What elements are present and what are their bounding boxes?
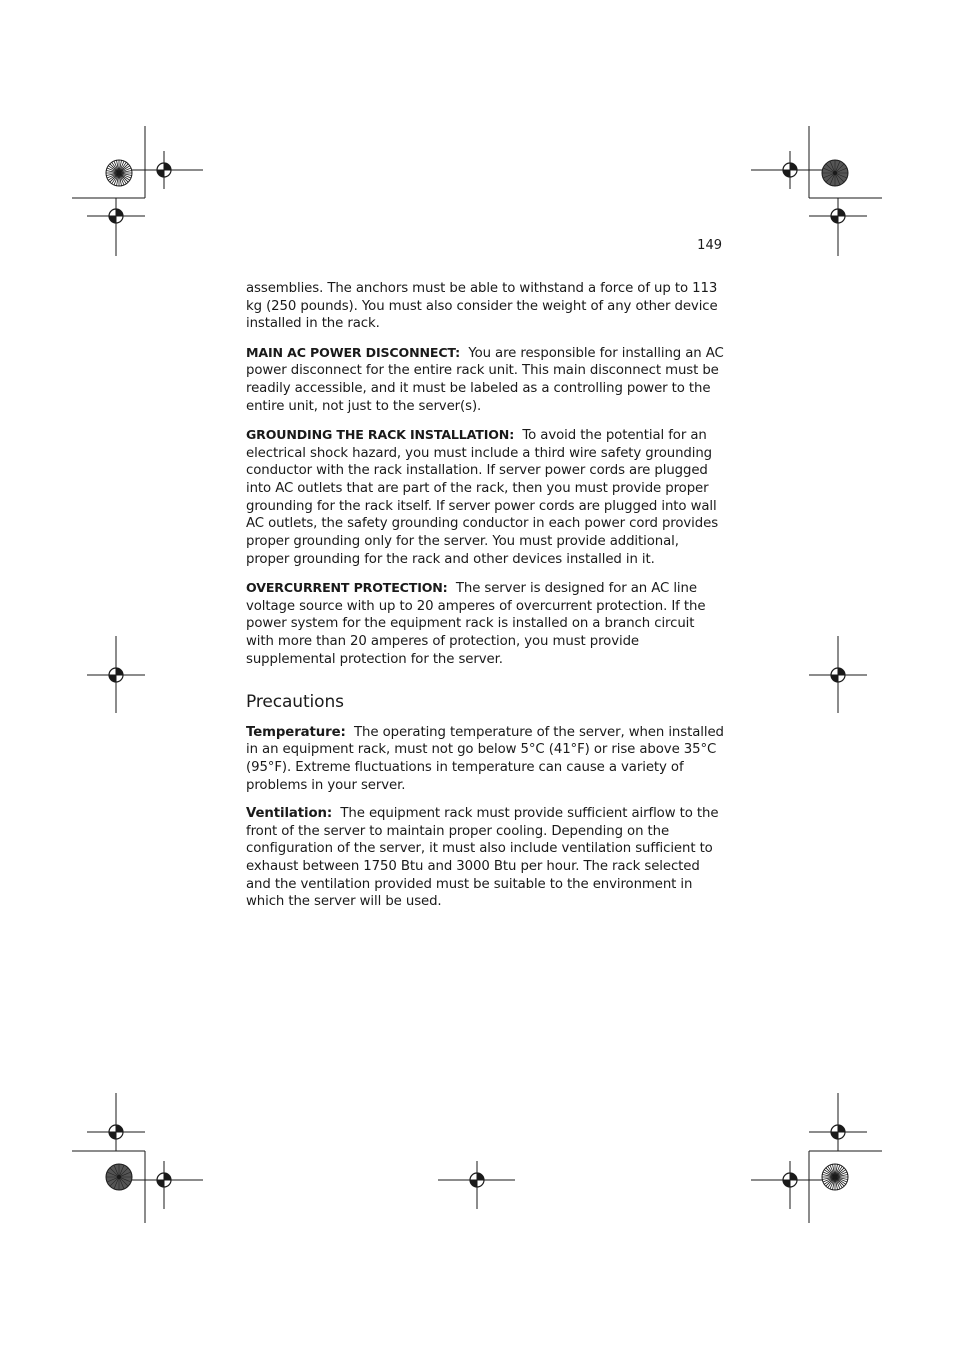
section-heading: Precautions [246, 691, 344, 712]
registration-mark-icon [783, 163, 797, 177]
color-wheel-icon [106, 1164, 132, 1190]
color-wheel-icon [106, 160, 132, 186]
registration-mark-icon [470, 1173, 484, 1187]
registration-mark-icon [109, 209, 123, 223]
color-wheel-icon [822, 160, 848, 186]
paragraph-text: assemblies. The anchors must be able to withstand a force of up to 113 kg (250 pounds). You must also consider the weight of any other device installed in the rack. [246, 281, 718, 332]
paragraph-lead: OVERCURRENT PROTECTION: [246, 580, 448, 596]
paragraph-anchors [246, 280, 724, 333]
paragraph-text: The operating temperature of the server, when installed in an equipment rack, must not go below 5°C (41°F) or rise above 35°C (95°F). Extreme fluctuations in temperature can cause a variety of problems in your server. [246, 724, 724, 793]
paragraph-lead: Temperature: [246, 724, 346, 740]
registration-mark-icon [831, 668, 845, 682]
registration-mark-icon [109, 1125, 123, 1139]
registration-mark-icon [157, 163, 171, 177]
paragraph-text: The server is designed for an AC line voltage source with up to 20 amperes of overcurrent protection. If the power system for the equipment rack is installed on a branch circuit with more than 20 amperes of protection, you must provide supplemental protection for the server. [246, 581, 706, 667]
paragraph-lead: GROUNDING THE RACK INSTALLATION: [246, 426, 515, 442]
color-wheel-icon [822, 1164, 848, 1190]
paragraph-lead: MAIN AC POWER DISCONNECT: [246, 344, 461, 360]
registration-mark-icon [157, 1173, 171, 1187]
paragraph-lead: Ventilation: [246, 805, 333, 821]
paragraph-grounding [246, 426, 724, 569]
registration-mark-icon [831, 1125, 845, 1139]
registration-mark-icon [783, 1173, 797, 1187]
registration-mark-icon [109, 668, 123, 682]
paragraph-ventilation [246, 805, 724, 911]
paragraph-temperature [246, 724, 724, 795]
registration-mark-icon [831, 209, 845, 223]
paragraph-text: You are responsible for installing an AC power disconnect for the entire rack unit. This main disconnect must be readily accessible, and it must be labeled as a controlling power to the entire unit, not just to the server(s). [246, 345, 724, 414]
paragraph-text: To avoid the potential for an electrical shock hazard, you must include a third wire safety grounding conductor with the rack installation. If server power cords are plugged into AC outlets that are part of the rack, then you must provide proper grounding for the rack itself. If server power cords are plugged into wall AC outlets, the safety grounding conductor in each power cord provides proper grounding only for the server. You must provide additional, proper grounding for the rack and other devices installed in it. [246, 427, 719, 567]
paragraph-overcurrent-protection [246, 579, 724, 669]
paragraph-main-ac-power-disconnect [246, 344, 724, 416]
paragraph-text: The equipment rack must provide sufficient airflow to the front of the server to maintain proper cooling. Depending on the configuration of the server, it must also include ventilation sufficient to exhaust between 1750 Btu and 3000 Btu per hour. The rack selected and the ventilation provided must be suitable to the environment in which the server will be used. [246, 805, 719, 910]
page-content [246, 280, 724, 922]
page-number: 149 [697, 238, 722, 253]
